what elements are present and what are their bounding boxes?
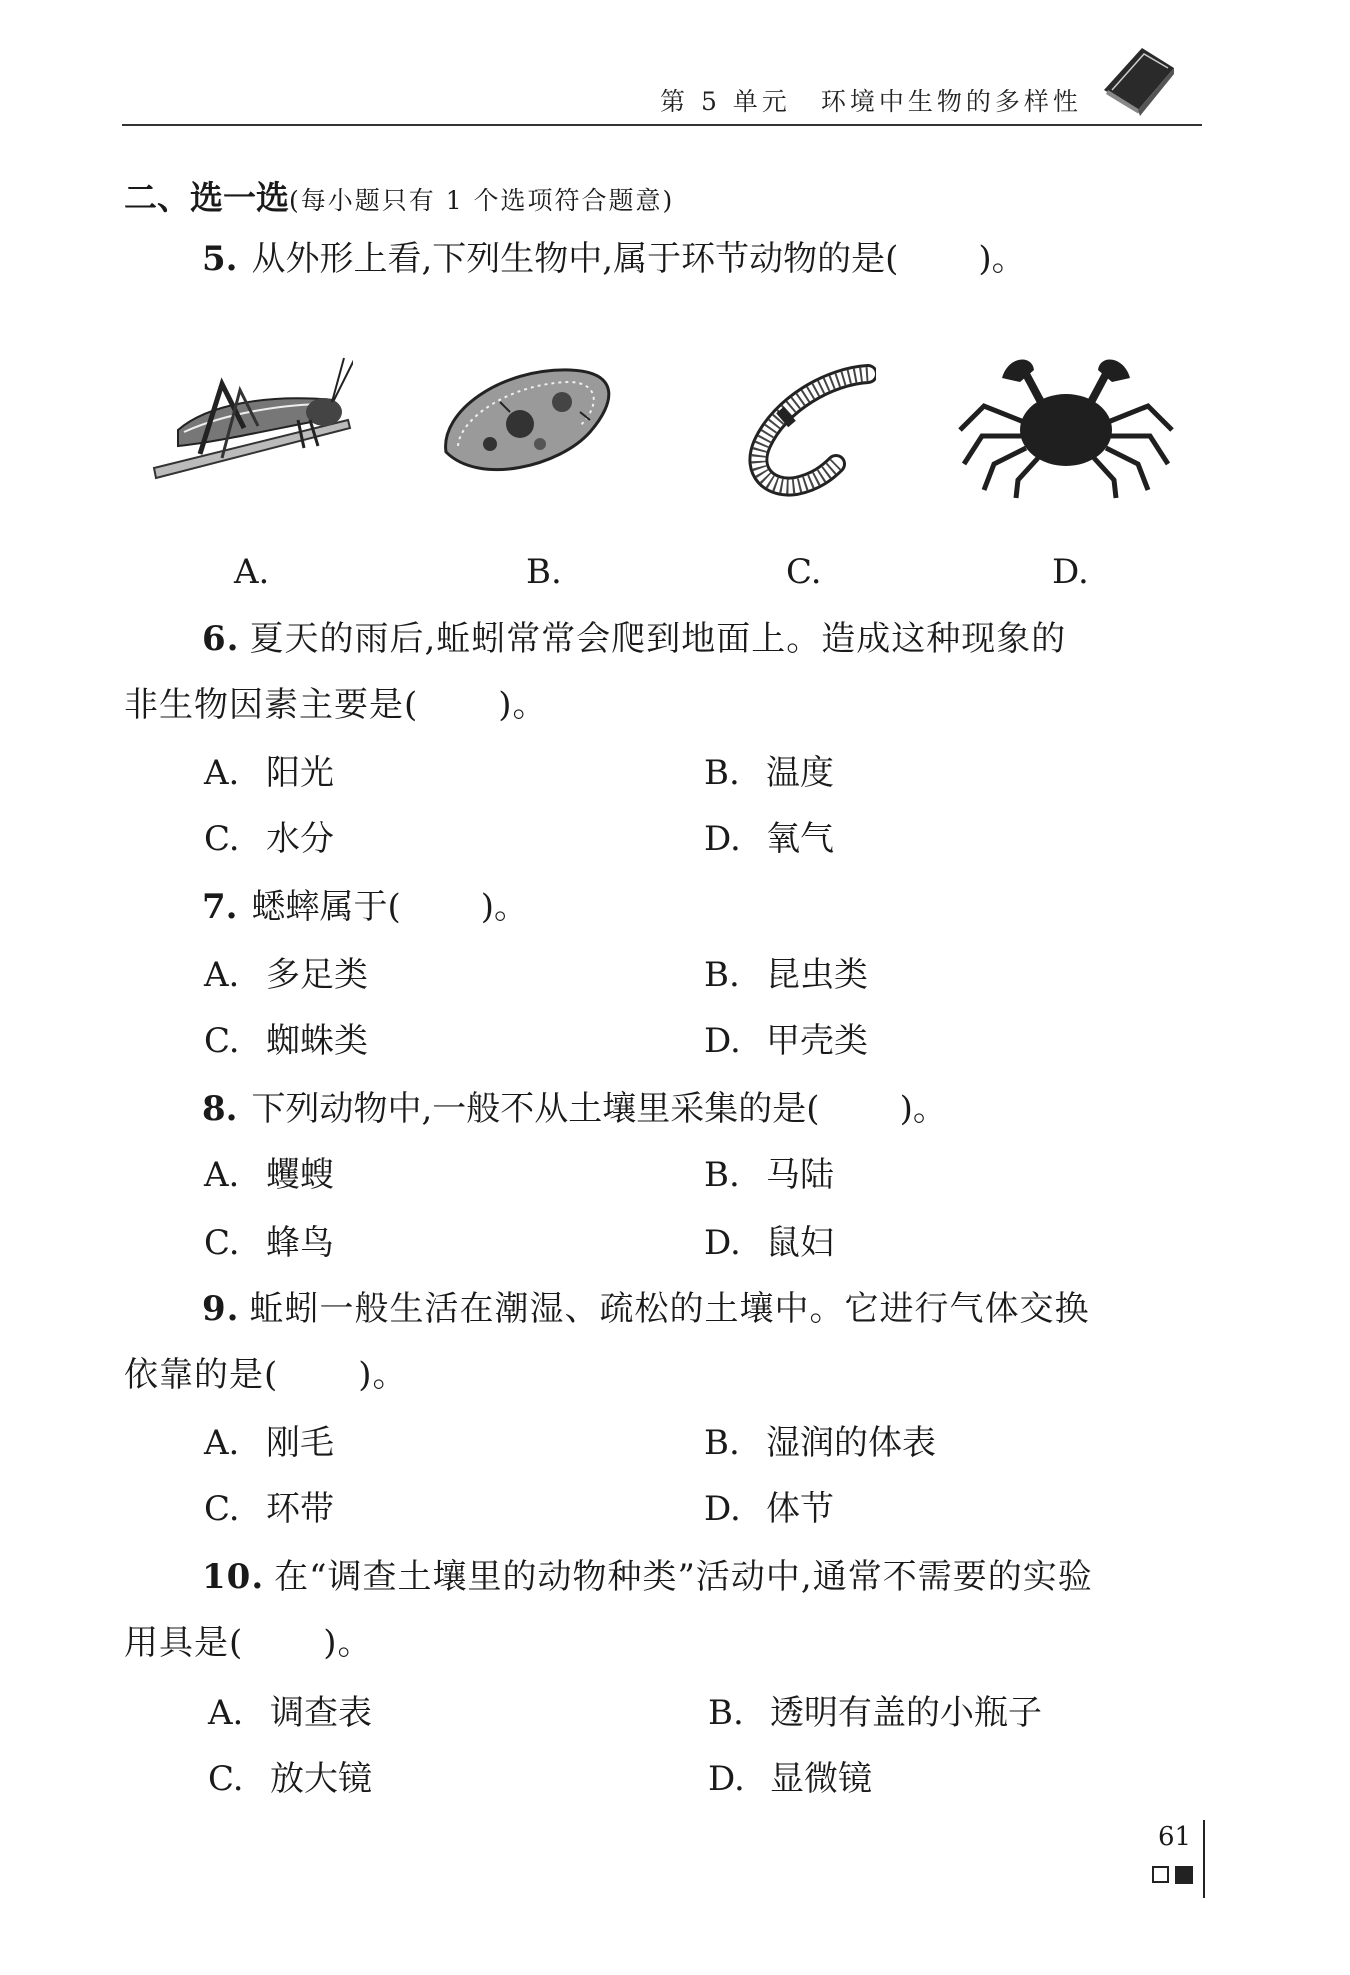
question-close: )。: [358, 1355, 408, 1395]
running-header: [660, 82, 1082, 118]
option-letter: D.: [704, 1489, 741, 1529]
question-text: 从外形上看,下列生物中,属于环节动物的是(: [251, 239, 899, 279]
option-text: 蜂鸟: [266, 1223, 334, 1263]
option-letter: D.: [704, 1021, 741, 1061]
option-label-c: C.: [786, 552, 822, 592]
option-text: 昆虫类: [766, 955, 868, 995]
question-text-line2: 非生物因素主要是(: [124, 685, 419, 725]
option-d: [708, 1746, 872, 1812]
question-text-line1: 夏天的雨后,蚯蚓常常会爬到地面上。造成这种现象的: [249, 619, 1067, 659]
option-letter: B.: [704, 1423, 740, 1463]
option-a: [204, 1410, 334, 1476]
section-heading: 二、选一选: [124, 178, 289, 217]
option-d: [704, 1476, 834, 1542]
option-letter: C.: [204, 819, 240, 859]
question-6: [124, 606, 1206, 738]
book-icon: [1098, 40, 1178, 118]
option-b: [704, 740, 834, 806]
option-text: 显微镜: [770, 1759, 872, 1799]
unit-title: 环境中生物的多样性: [820, 87, 1082, 116]
question-close: )。: [978, 239, 1026, 279]
option-text: 湿润的体表: [766, 1423, 936, 1463]
question-close: )。: [899, 1089, 947, 1129]
option-c: [204, 1210, 334, 1276]
option-text: 放大镜: [270, 1759, 372, 1799]
option-letter: A.: [204, 1423, 240, 1463]
option-text: 鼠妇: [766, 1223, 834, 1263]
crab-icon: [954, 340, 1178, 500]
option-letter: C.: [204, 1223, 240, 1263]
page-number-rule: [1203, 1820, 1205, 1898]
option-text: 水分: [266, 819, 334, 859]
question-text: 蟋蟀属于(: [251, 887, 401, 927]
question-text-line2: 依靠的是(: [124, 1355, 279, 1395]
option-letter: A.: [208, 1693, 244, 1733]
option-text: 氧气: [766, 819, 834, 859]
option-label-d: D.: [1052, 552, 1089, 592]
question-7: [202, 874, 528, 940]
page-number: 61: [1158, 1822, 1192, 1852]
option-letter: B.: [704, 753, 740, 793]
question-9: [124, 1276, 1206, 1408]
option-letter: B.: [704, 1155, 740, 1195]
option-b: [704, 942, 868, 1008]
option-text: 马陆: [766, 1155, 834, 1195]
option-letter: C.: [204, 1021, 240, 1061]
option-text: 甲壳类: [766, 1021, 868, 1061]
earthworm-icon: [740, 364, 876, 500]
option-text: 多足类: [266, 955, 368, 995]
option-text: 蜘蛛类: [266, 1021, 368, 1061]
option-a: [204, 740, 334, 806]
question-number: 5.: [202, 239, 238, 279]
question-text-line2: 用具是(: [124, 1623, 244, 1663]
option-d: [704, 806, 834, 872]
option-text: 环带: [266, 1489, 334, 1529]
option-d: [704, 1210, 834, 1276]
question-number: 9.: [202, 1289, 240, 1329]
option-c: [204, 1008, 368, 1074]
option-label-a: A.: [234, 552, 270, 592]
option-letter: A.: [204, 753, 240, 793]
question-number: 10.: [202, 1557, 265, 1597]
header-divider: [122, 124, 1202, 126]
option-c: [204, 1476, 334, 1542]
question-text: 下列动物中,一般不从土壤里采集的是(: [251, 1089, 820, 1129]
option-b: [704, 1410, 936, 1476]
question-number: 6.: [202, 619, 240, 659]
option-letter: C.: [204, 1489, 240, 1529]
option-text: 透明有盖的小瓶子: [770, 1693, 1042, 1733]
option-letter: D.: [704, 1223, 741, 1263]
option-b: [704, 1142, 834, 1208]
grasshopper-icon: [148, 348, 353, 488]
option-label-b: B.: [526, 552, 562, 592]
section-title: [124, 172, 674, 219]
option-text: 调查表: [270, 1693, 372, 1733]
option-text: 阳光: [266, 753, 334, 793]
question-close: )。: [498, 685, 548, 725]
empty-square-icon: [1152, 1866, 1169, 1883]
option-text: 刚毛: [266, 1423, 334, 1463]
question-close: )。: [323, 1623, 373, 1663]
question-5: [202, 226, 1026, 292]
unit-number: 第 5 单元: [660, 87, 791, 116]
option-letter: B.: [708, 1693, 744, 1733]
filled-square-icon: [1175, 1866, 1193, 1884]
section-instruction: (每小题只有 1 个选项符合题意): [289, 186, 675, 215]
option-letter: A.: [204, 955, 240, 995]
question-10: [124, 1544, 1206, 1676]
option-a: [204, 1142, 334, 1208]
option-a: [204, 942, 368, 1008]
option-letter: D.: [708, 1759, 745, 1799]
option-letter: C.: [208, 1759, 244, 1799]
option-letter: D.: [704, 819, 741, 859]
paramecium-icon: [440, 362, 618, 482]
question-close: )。: [480, 887, 529, 927]
option-text: 蠼螋: [266, 1155, 334, 1195]
option-letter: B.: [704, 955, 740, 995]
option-letter: A.: [204, 1155, 240, 1195]
question-8: [202, 1076, 947, 1142]
option-c: [204, 806, 334, 872]
option-text: 温度: [766, 753, 834, 793]
question-text-line1: 在“调查土壤里的动物种类”活动中,通常不需要的实验: [274, 1557, 1093, 1597]
option-d: [704, 1008, 868, 1074]
question-text-line1: 蚯蚓一般生活在潮湿、疏松的土壤中。它进行气体交换: [249, 1289, 1090, 1329]
option-a: [208, 1680, 372, 1746]
option-c: [208, 1746, 372, 1812]
option-text: 体节: [766, 1489, 834, 1529]
option-b: [708, 1680, 1042, 1746]
question-number: 8.: [202, 1089, 238, 1129]
question-number: 7.: [202, 887, 238, 927]
